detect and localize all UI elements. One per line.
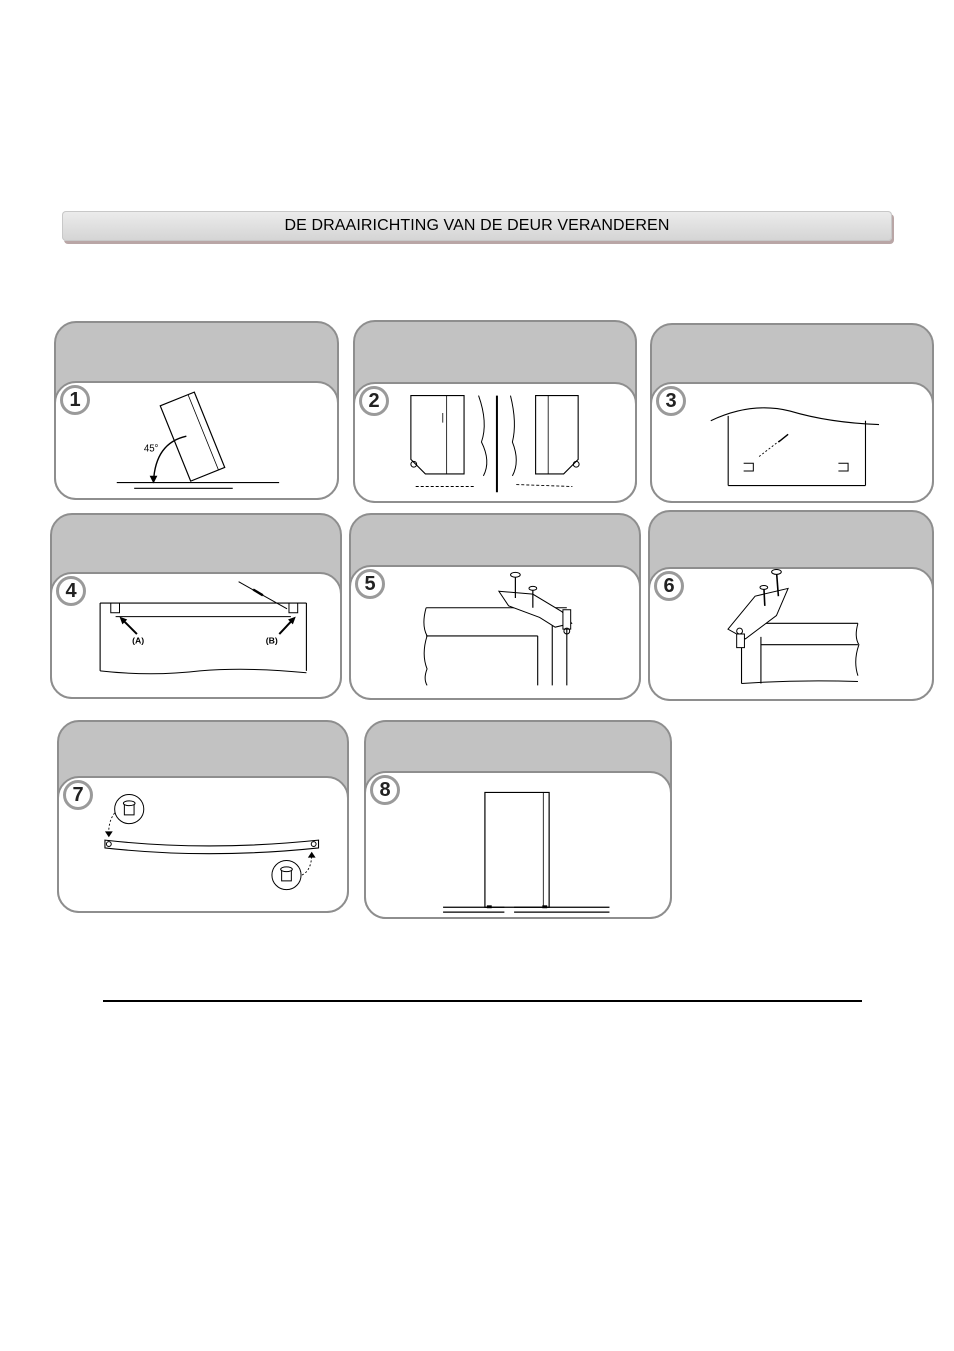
angle-label: 45° [143, 443, 159, 455]
section-title: DE DRAAIRICHTING VAN DE DEUR VERANDEREN [284, 217, 670, 234]
step-number: 4 [56, 576, 86, 606]
step-card-1 [54, 321, 339, 500]
reinstall-door-illustration [366, 773, 670, 917]
step-number: 1 [60, 385, 90, 415]
step-panel [57, 776, 349, 913]
step-panel [648, 567, 934, 701]
step-card-3 [650, 323, 934, 503]
step-panel [349, 565, 641, 700]
section-title-bar [62, 211, 892, 241]
label-a: (A) [132, 635, 145, 646]
step-card-2 [353, 320, 637, 503]
step-number: 6 [654, 571, 684, 601]
remove-feet-illustration [355, 384, 635, 501]
step-card-8 [364, 720, 672, 919]
step-panel [364, 771, 672, 919]
step-card-6 [648, 510, 934, 701]
swap-door-pins-illustration [59, 778, 347, 911]
step-number: 8 [370, 775, 400, 805]
remove-top-hinge-illustration [351, 567, 639, 698]
step-card-4 [50, 513, 342, 699]
step-card-5 [349, 513, 641, 700]
horizontal-rule [103, 1000, 862, 1002]
step-panel [650, 382, 934, 503]
install-hinge-opposite-side-illustration [650, 569, 932, 699]
step-number: 7 [63, 780, 93, 810]
step-panel [353, 382, 637, 503]
step-number: 5 [355, 569, 385, 599]
step-number: 3 [656, 386, 686, 416]
step-number: 2 [359, 386, 389, 416]
remove-hinge-screws-illustration [52, 574, 340, 697]
label-b: (B) [265, 635, 278, 646]
step-panel [50, 572, 342, 699]
remove-top-cover-illustration [652, 384, 932, 501]
step-card-7 [57, 720, 349, 913]
step-panel [54, 381, 339, 500]
tilt-fridge-illustration [56, 383, 337, 498]
